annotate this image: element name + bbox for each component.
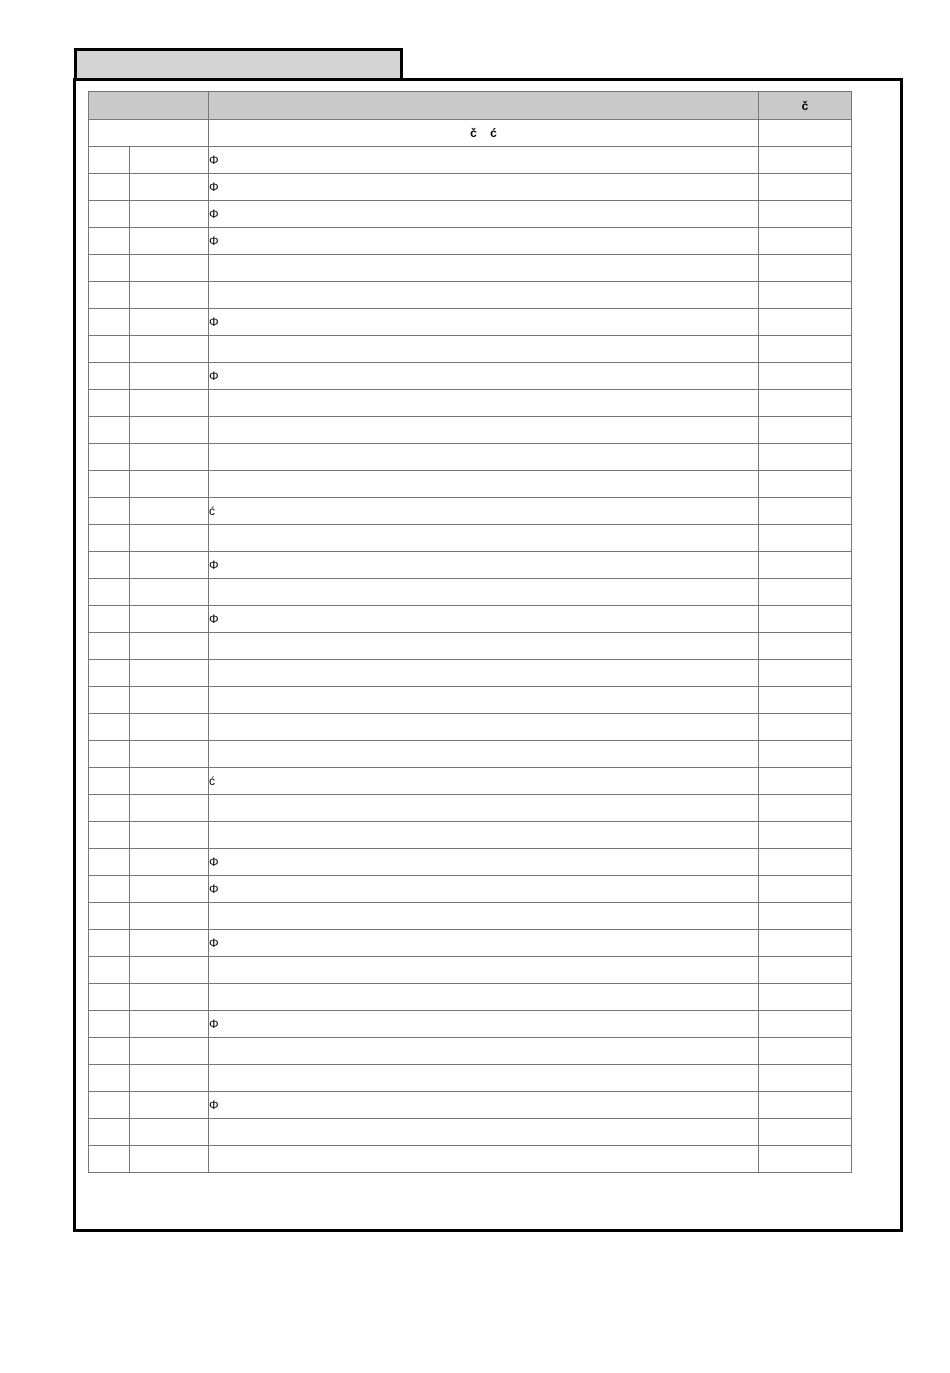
table-row: [89, 741, 852, 768]
row-value-cell: [759, 498, 852, 525]
row-description-cell: [209, 525, 759, 552]
header-cell-3: č: [759, 92, 852, 120]
row-code-cell: [130, 282, 209, 309]
table-row: [89, 930, 852, 957]
row-index-cell: [89, 1092, 130, 1119]
row-description-cell: [209, 714, 759, 741]
table-row: [89, 1092, 852, 1119]
table-row: [89, 1011, 852, 1038]
row-code-cell: [130, 417, 209, 444]
row-description-cell: [209, 957, 759, 984]
row-description-cell: Φ: [209, 606, 759, 633]
row-description-cell: Φ: [209, 552, 759, 579]
table-row: [89, 147, 852, 174]
row-index-cell: [89, 795, 130, 822]
row-description-cell: [209, 471, 759, 498]
row-code-cell: [130, 228, 209, 255]
row-value-cell: [759, 579, 852, 606]
row-index-cell: [89, 525, 130, 552]
row-index-cell: [89, 1119, 130, 1146]
row-value-cell: [759, 849, 852, 876]
row-index-cell: [89, 876, 130, 903]
row-value-cell: [759, 660, 852, 687]
table-row: [89, 309, 852, 336]
row-value-cell: [759, 1092, 852, 1119]
table-row: [89, 1119, 852, 1146]
row-description-cell: [209, 903, 759, 930]
row-code-cell: [130, 957, 209, 984]
row-value-cell: [759, 984, 852, 1011]
row-value-cell: [759, 417, 852, 444]
row-value-cell: [759, 768, 852, 795]
row-code-cell: [130, 1092, 209, 1119]
table-title-row: [89, 120, 852, 147]
title-cell-text: č ć: [209, 120, 759, 147]
row-code-cell: [130, 552, 209, 579]
row-value-cell: [759, 1038, 852, 1065]
row-description-cell: [209, 417, 759, 444]
row-index-cell: [89, 1011, 130, 1038]
row-code-cell: [130, 1011, 209, 1038]
row-description-cell: [209, 1065, 759, 1092]
row-value-cell: [759, 201, 852, 228]
row-description-cell: Φ: [209, 363, 759, 390]
row-description-cell: [209, 1119, 759, 1146]
row-index-cell: [89, 1146, 130, 1173]
row-description-cell: [209, 687, 759, 714]
row-value-cell: [759, 876, 852, 903]
row-index-cell: [89, 228, 130, 255]
row-value-cell: [759, 1146, 852, 1173]
row-value-cell: [759, 957, 852, 984]
row-description-cell: [209, 660, 759, 687]
row-description-cell: [209, 1038, 759, 1065]
row-value-cell: [759, 228, 852, 255]
table-row: [89, 579, 852, 606]
row-description-cell: [209, 390, 759, 417]
row-value-cell: [759, 444, 852, 471]
table-row: [89, 471, 852, 498]
row-index-cell: [89, 1065, 130, 1092]
table-row: [89, 1065, 852, 1092]
table-row: [89, 768, 852, 795]
row-code-cell: [130, 606, 209, 633]
table-row: [89, 957, 852, 984]
table-row: [89, 822, 852, 849]
row-value-cell: [759, 390, 852, 417]
row-index-cell: [89, 822, 130, 849]
row-code-cell: [130, 498, 209, 525]
row-code-cell: [130, 768, 209, 795]
row-code-cell: [130, 930, 209, 957]
table-row: [89, 687, 852, 714]
row-value-cell: [759, 309, 852, 336]
row-value-cell: [759, 714, 852, 741]
row-code-cell: [130, 795, 209, 822]
header-cell-1: [89, 92, 209, 120]
row-code-cell: [130, 741, 209, 768]
row-code-cell: [130, 687, 209, 714]
row-code-cell: [130, 255, 209, 282]
row-value-cell: [759, 930, 852, 957]
row-code-cell: [130, 876, 209, 903]
table-row: [89, 903, 852, 930]
row-index-cell: [89, 1038, 130, 1065]
table-row: [89, 660, 852, 687]
row-code-cell: [130, 1119, 209, 1146]
row-value-cell: [759, 363, 852, 390]
row-index-cell: [89, 903, 130, 930]
row-index-cell: [89, 687, 130, 714]
row-description-cell: [209, 1146, 759, 1173]
row-description-cell: [209, 282, 759, 309]
row-value-cell: [759, 606, 852, 633]
row-code-cell: [130, 633, 209, 660]
row-value-cell: [759, 822, 852, 849]
row-value-cell: [759, 1011, 852, 1038]
row-index-cell: [89, 660, 130, 687]
row-index-cell: [89, 336, 130, 363]
row-description-cell: ć: [209, 768, 759, 795]
row-description-cell: [209, 255, 759, 282]
row-value-cell: [759, 795, 852, 822]
row-description-cell: Φ: [209, 876, 759, 903]
row-description-cell: Φ: [209, 849, 759, 876]
row-description-cell: Φ: [209, 309, 759, 336]
row-index-cell: [89, 633, 130, 660]
row-index-cell: [89, 930, 130, 957]
row-code-cell: [130, 309, 209, 336]
data-table: [88, 91, 852, 1173]
row-code-cell: [130, 471, 209, 498]
table-row: [89, 363, 852, 390]
row-code-cell: [130, 660, 209, 687]
row-index-cell: [89, 363, 130, 390]
row-index-cell: [89, 741, 130, 768]
table-row: [89, 498, 852, 525]
table-row: [89, 255, 852, 282]
row-index-cell: [89, 714, 130, 741]
row-code-cell: [130, 147, 209, 174]
row-code-cell: [130, 849, 209, 876]
row-code-cell: [130, 822, 209, 849]
row-description-cell: ć: [209, 498, 759, 525]
row-index-cell: [89, 174, 130, 201]
row-value-cell: [759, 1119, 852, 1146]
row-code-cell: [130, 336, 209, 363]
row-index-cell: [89, 498, 130, 525]
row-index-cell: [89, 552, 130, 579]
title-cell-extra: [759, 120, 852, 147]
row-code-cell: [130, 363, 209, 390]
row-description-cell: [209, 822, 759, 849]
title-cell-code: [89, 120, 209, 147]
row-description-cell: [209, 795, 759, 822]
row-value-cell: [759, 552, 852, 579]
row-description-cell: Φ: [209, 1092, 759, 1119]
header-tab: [74, 48, 403, 80]
table-row: [89, 606, 852, 633]
row-description-cell: Φ: [209, 174, 759, 201]
table-row: [89, 714, 852, 741]
table-row: [89, 390, 852, 417]
row-value-cell: [759, 687, 852, 714]
row-code-cell: [130, 579, 209, 606]
row-code-cell: [130, 984, 209, 1011]
row-value-cell: [759, 633, 852, 660]
table-header-row: [89, 92, 852, 120]
table-row: [89, 876, 852, 903]
row-code-cell: [130, 525, 209, 552]
header-cell-2: [209, 92, 759, 120]
row-index-cell: [89, 849, 130, 876]
row-description-cell: Φ: [209, 228, 759, 255]
table-row: [89, 849, 852, 876]
table-row: [89, 336, 852, 363]
table-row: [89, 282, 852, 309]
table-row: [89, 444, 852, 471]
table-row: [89, 1038, 852, 1065]
row-description-cell: [209, 741, 759, 768]
table-row: [89, 552, 852, 579]
table-row: [89, 795, 852, 822]
row-index-cell: [89, 201, 130, 228]
row-index-cell: [89, 282, 130, 309]
row-value-cell: [759, 174, 852, 201]
row-code-cell: [130, 1146, 209, 1173]
row-index-cell: [89, 606, 130, 633]
table-row: [89, 417, 852, 444]
row-code-cell: [130, 174, 209, 201]
row-code-cell: [130, 390, 209, 417]
row-value-cell: [759, 282, 852, 309]
row-value-cell: [759, 147, 852, 174]
row-index-cell: [89, 417, 130, 444]
row-index-cell: [89, 768, 130, 795]
row-value-cell: [759, 903, 852, 930]
row-index-cell: [89, 471, 130, 498]
table-row: [89, 201, 852, 228]
row-index-cell: [89, 984, 130, 1011]
row-description-cell: [209, 336, 759, 363]
row-value-cell: [759, 741, 852, 768]
row-index-cell: [89, 255, 130, 282]
row-code-cell: [130, 1065, 209, 1092]
table-row: [89, 525, 852, 552]
row-index-cell: [89, 579, 130, 606]
row-index-cell: [89, 309, 130, 336]
row-description-cell: Φ: [209, 930, 759, 957]
table-row: [89, 1146, 852, 1173]
row-value-cell: [759, 1065, 852, 1092]
row-description-cell: Φ: [209, 201, 759, 228]
table-row: [89, 984, 852, 1011]
row-index-cell: [89, 957, 130, 984]
row-value-cell: [759, 525, 852, 552]
row-index-cell: [89, 147, 130, 174]
row-description-cell: [209, 579, 759, 606]
row-value-cell: [759, 255, 852, 282]
row-index-cell: [89, 444, 130, 471]
row-description-cell: Φ: [209, 1011, 759, 1038]
row-description-cell: [209, 633, 759, 660]
row-description-cell: Φ: [209, 147, 759, 174]
row-description-cell: [209, 984, 759, 1011]
row-value-cell: [759, 471, 852, 498]
row-index-cell: [89, 390, 130, 417]
row-description-cell: [209, 444, 759, 471]
row-code-cell: [130, 1038, 209, 1065]
row-code-cell: [130, 903, 209, 930]
table-row: [89, 174, 852, 201]
row-code-cell: [130, 444, 209, 471]
row-value-cell: [759, 336, 852, 363]
row-code-cell: [130, 201, 209, 228]
table-row: [89, 228, 852, 255]
row-code-cell: [130, 714, 209, 741]
table-row: [89, 633, 852, 660]
